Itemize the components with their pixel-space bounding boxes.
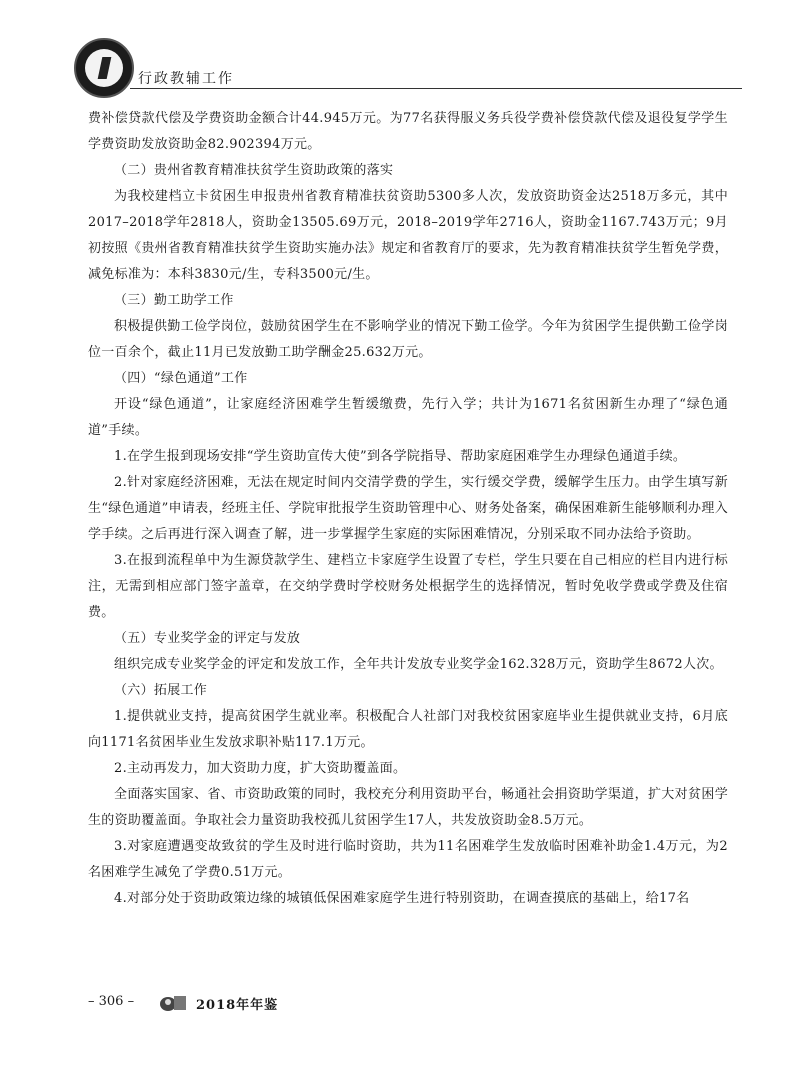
yearbook-title: 2018年年鉴 xyxy=(196,998,279,1013)
page-number: – 306 – xyxy=(88,994,135,1009)
section-title: 行政教辅工作 xyxy=(138,71,234,87)
subsection-heading: （六）拓展工作 xyxy=(114,683,208,698)
paragraph: 1.在学生报到现场安排“学生资助宣传大使”到各学院指导、帮助家庭困难学生办理绿色通道手续。 xyxy=(114,449,687,464)
yearbook-emblem-icon xyxy=(158,990,188,1014)
paragraph: 3.对家庭遭遇变故致贫的学生及时进行临时资助，共为11名困难学生发放临时困难补助金1.4万元，为2名困难学生减免了学费0.51万元。 xyxy=(88,839,728,880)
paragraph: 为我校建档立卡贫困生申报贵州省教育精准扶贫资助5300多人次，发放资助资金达2518万多元，其中2017–2018学年2818人，资助金13505.69万元，2018–2019学年2716人，资助金1167.743万元；9月初按照《贵州省教育精准扶贫学生资助实施办法》规定和省教育厅的要求，先为教育精准扶贫学生暂免学费，减免标准为：本科3830元/生，专科3500元/生。 xyxy=(88,189,728,282)
seal-inner xyxy=(85,49,123,87)
paragraph: 开设“绿色通道”，让家庭经济困难学生暂缓缴费，先行入学；共计为1671名贫困新生办理了“绿色通道”手续。 xyxy=(88,397,728,438)
page-header xyxy=(70,38,740,98)
paragraph: 全面落实国家、省、市资助政策的同时，我校充分利用资助平台，畅通社会捐资助学渠道，扩大对贫困学生的资助覆盖面。争取社会力量资助我校孤儿贫困学生17人，共发放资助金8.5万元。 xyxy=(88,787,728,828)
paragraph: 1.提供就业支持，提高贫困学生就业率。积极配合人社部门对我校贫困家庭毕业生提供就业支持，6月底向1171名贫困毕业生发放求职补贴117.1万元。 xyxy=(88,709,728,750)
paragraph: 费补偿贷款代偿及学费资助金额合计44.945万元。为77名获得服义务兵役学费补偿贷款代偿及退役复学学生学费资助发放资助金82.902394万元。 xyxy=(88,111,728,152)
page-footer xyxy=(88,990,728,1020)
body-text xyxy=(88,106,728,912)
paragraph: 3.在报到流程单中为生源贷款学生、建档立卡家庭学生设置了专栏，学生只要在自己相应的栏目内进行标注，无需到相应部门签字盖章，在交纳学费时学校财务处根据学生的选择情况，暂时免收学费或学费及住宿费。 xyxy=(88,553,728,620)
subsection-heading: （三）勤工助学工作 xyxy=(114,293,234,308)
subsection-heading: （二）贵州省教育精准扶贫学生资助政策的落实 xyxy=(114,163,394,178)
paragraph: 积极提供勤工俭学岗位，鼓励贫困学生在不影响学业的情况下勤工俭学。今年为贫困学生提供勤工俭学岗位一百余个，截止11月已发放勤工助学酬金25.632万元。 xyxy=(88,319,728,360)
header-divider xyxy=(130,88,742,89)
paragraph: 2.针对家庭经济困难，无法在规定时间内交清学费的学生，实行缓交学费，缓解学生压力。由学生填写新生“绿色通道”申请表，经班主任、学院审批报学生资助管理中心、财务处备案，确保困难新生能够顺利办理入学手续。之后再进行深入调查了解，进一步掌握学生家庭的实际困难情况，分别采取不同办法给予资助。 xyxy=(88,475,728,542)
paragraph: 组织完成专业奖学金的评定和发放工作，全年共计发放专业奖学金162.328万元，资助学生8672人次。 xyxy=(114,657,723,672)
subsection-heading: （四）“绿色通道”工作 xyxy=(114,371,248,386)
paragraph: 2.主动再发力，加大资助力度，扩大资助覆盖面。 xyxy=(114,761,407,776)
subsection-heading: （五）专业奖学金的评定与发放 xyxy=(114,631,301,646)
paragraph: 4.对部分处于资助政策边缘的城镇低保困难家庭学生进行特别资助，在调查摸底的基础上，给17名 xyxy=(114,891,690,906)
seal-emblem-icon xyxy=(98,57,112,79)
university-seal-logo xyxy=(74,38,134,98)
